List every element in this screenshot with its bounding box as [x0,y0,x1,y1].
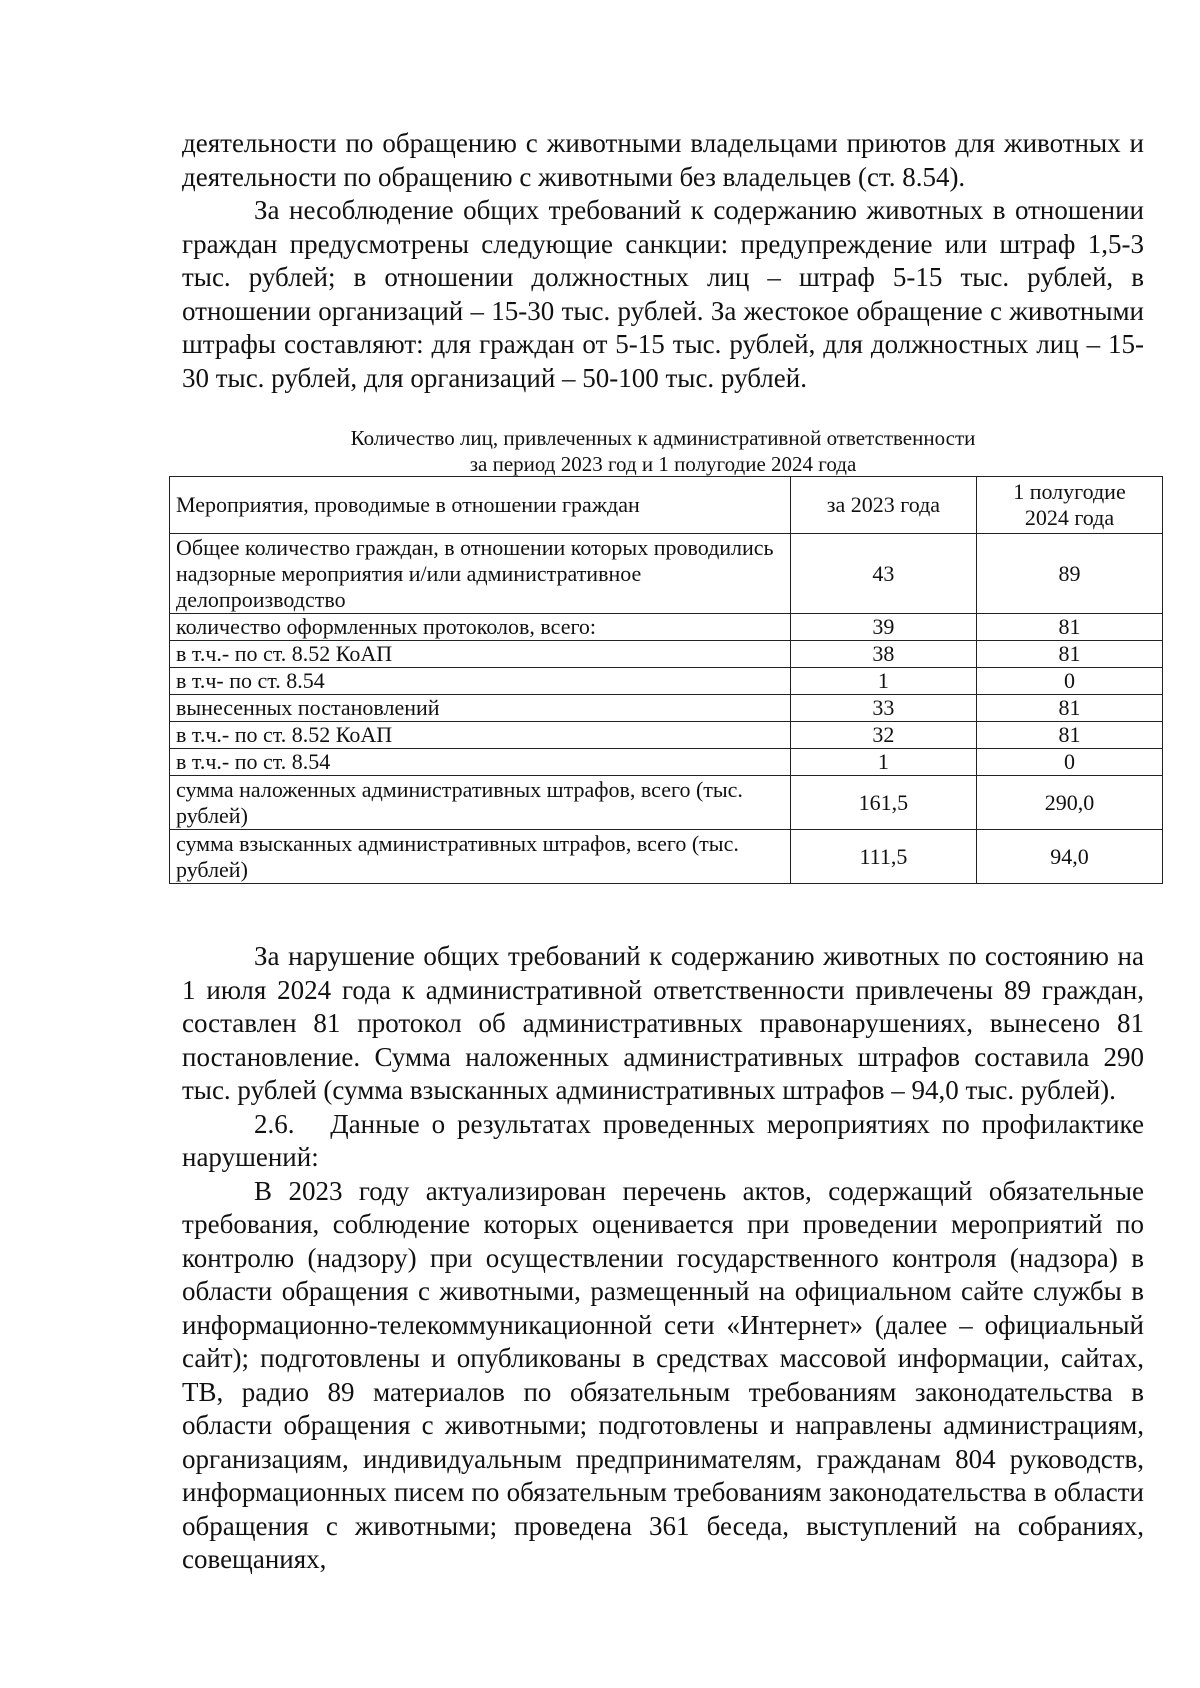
row-value-2024: 81 [976,614,1162,641]
data-table [169,476,1163,884]
table-row [170,534,1163,614]
row-label: количество оформленных протоколов, всего: [170,614,791,641]
row-label: в т.ч.- по ст. 8.52 КоАП [170,641,791,668]
table-caption-line1: Количество лиц, привлеченных к административной ответственности [350,426,976,450]
row-value-2024: 81 [976,722,1162,749]
paragraph-prevention: В 2023 году актуализирован перечень актов, содержащий обязательные требования, соблюдение которых оценивается при проведении мероприятий по контролю (надзору) при осуществлении государственного контроля (надзора) в области обращения с животными, размещенный на официальном сайте службы в информационно-телекоммуникационной сети «Интернет» (далее – официальный сайт); подготовлены и опубликованы в средствах массовой информации, сайтах, ТВ, радио 89 материалов по обязательным требованиям законодательства в области обращения с животными; подготовлены и направлены администрациям, организациям, индивидуальным предпринимателям, гражданам 804 руководств, информационных писем по обязательным требованиям законодательства в области обращения с животными; проведена 361 беседа, выступлений на собраниях, совещаниях, [182,1175,1144,1574]
row-value-2024: 0 [976,749,1162,776]
row-label: Общее количество граждан, в отношении которых проводились надзорные мероприятия и/или административное делопроизводство [170,534,791,614]
paragraph-summary: За нарушение общих требований к содержанию животных по состоянию на 1 июля 2024 года к административной ответственности привлечены 89 граждан, составлен 81 протокол об административных правонарушениях, вынесено 81 постановление. Сумма наложенных административных штрафов составила 290 тыс. рублей (сумма взысканных административных штрафов – 94,0 тыс. рублей). [182,941,1144,1105]
row-value-2023: 38 [790,641,976,668]
row-label: в т.ч.- по ст. 8.54 [170,749,791,776]
table-caption-line2: за период 2023 год и 1 полугодие 2024 года [469,452,857,476]
table-row [170,695,1163,722]
table-row [170,776,1163,830]
row-value-2023: 43 [790,534,976,614]
header-measures: Мероприятия, проводимые в отношении граждан [170,477,791,534]
header-2024-line1: 1 полугодие [1013,479,1126,504]
header-2024-line2: 2024 года [1024,505,1115,530]
table-row [170,749,1163,776]
bottom-text [182,940,1151,1577]
row-value-2023: 33 [790,695,976,722]
row-value-2024: 81 [976,641,1162,668]
paragraph-continuation: деятельности по обращению с животными владельцами приютов для животных и деятельности по обращению с животными без владельцев (ст. 8.54). [182,128,1144,192]
header-2023: за 2023 года [790,477,976,534]
table-row [170,668,1163,695]
row-value-2023: 1 [790,668,976,695]
table-row [170,722,1163,749]
row-value-2024: 89 [976,534,1162,614]
table-row [170,641,1163,668]
table-row [170,830,1163,884]
row-value-2024: 290,0 [976,776,1162,830]
row-value-2024: 0 [976,668,1162,695]
paragraph-section-2-6: 2.6. Данные о результатах проведенных мероприятиях по профилактике нарушений: [182,1108,1151,1172]
liability-table [169,476,1163,884]
row-label: сумма наложенных административных штрафов, всего (тыс. рублей) [170,776,791,830]
row-label: в т.ч- по ст. 8.54 [170,668,791,695]
row-value-2024: 94,0 [976,830,1162,884]
row-value-2024: 81 [976,695,1162,722]
table-caption [182,425,1144,477]
paragraph-sanctions: За несоблюдение общих требований к содержанию животных в отношении граждан предусмотрены следующие санкции: предупреждение или штраф 1,5-3 тыс. рублей; в отношении должностных лиц – штраф 5-15 тыс. рублей, в отношении организаций – 15-30 тыс. рублей. За жестокое обращение с животными штрафы составляют: для граждан от 5-15 тыс. рублей, для должностных лиц – 15-30 тыс. рублей, для организаций – 50-100 тыс. рублей. [182,195,1144,393]
row-value-2023: 1 [790,749,976,776]
row-label: в т.ч.- по ст. 8.52 КоАП [170,722,791,749]
row-value-2023: 39 [790,614,976,641]
row-value-2023: 32 [790,722,976,749]
table-row [170,614,1163,641]
header-2024 [976,477,1162,534]
row-label: сумма взысканных административных штрафов, всего (тыс. рублей) [170,830,791,884]
row-label: вынесенных постановлений [170,695,791,722]
top-text [182,127,1144,395]
row-value-2023: 111,5 [790,830,976,884]
row-value-2023: 161,5 [790,776,976,830]
table-header-row [170,477,1163,534]
